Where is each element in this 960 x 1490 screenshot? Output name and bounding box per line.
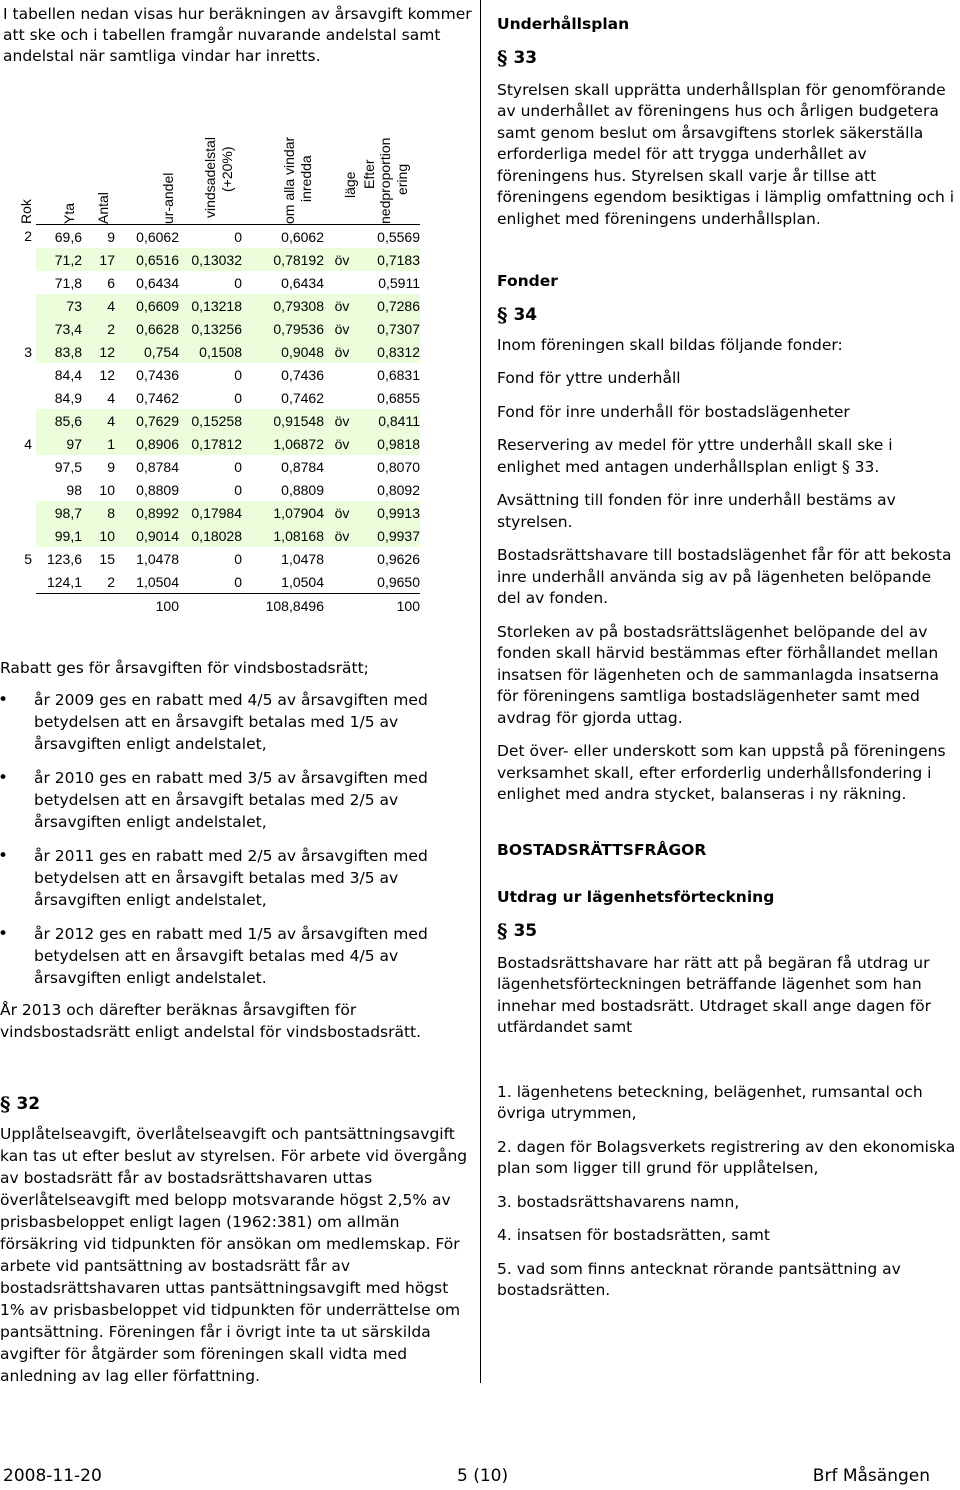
cell-lage (324, 271, 360, 294)
cell-yta: 97 (36, 432, 82, 455)
table-row (0, 340, 420, 363)
cell-antal: 4 (82, 409, 115, 432)
cell-lage: öv (324, 340, 360, 363)
cell-vindsandelstal: 0 (179, 570, 242, 594)
cell-efter: 0,8070 (377, 458, 420, 475)
list-item: 1. lägenhetens beteckning, belägenhet, rumsantal och övriga utrymmen, (497, 1082, 923, 1122)
cell-yta: 99,1 (36, 524, 82, 547)
cell-efter: 0,6855 (377, 389, 420, 406)
cell-efter: 0,6831 (377, 366, 420, 383)
cell-rok (0, 386, 36, 409)
cell-om-alla-vindar: 0,78192 (242, 248, 324, 271)
cell-lage: öv (324, 409, 360, 432)
cell-om-alla-vindar: 0,8809 (281, 481, 324, 498)
fonder-intro: Inom föreningen skall bildas följande fonder: (497, 335, 843, 354)
cell-rok: 3 (24, 343, 32, 360)
list-item: • år 2010 ges en rabatt med 3/5 av årsavgiften med betydelsen att en årsavgift betalas med 2/5 av årsavgiften enligt andelstalet, (0, 767, 470, 833)
cell-antal: 12 (99, 366, 115, 383)
rabatt-section (0, 657, 470, 1043)
reservering-text: Reservering av medel för yttre underhåll skall ske i enlighet med antagen underhållsplan enligt § 33. (497, 436, 893, 476)
section-number: 35 (513, 920, 538, 941)
cell-yta: 83,8 (36, 340, 82, 363)
cell-ur-andel: 0,6062 (115, 225, 179, 249)
header-ur-andel: ur-andel (160, 172, 176, 224)
cell-rok (0, 363, 36, 386)
header-yta: Yta (61, 202, 77, 224)
table-row (0, 225, 420, 249)
overskott-text: Det över- eller underskott som kan uppstå på föreningens verksamhet skall, efter erforderlig underhållsfondering i enlighet med andra stycket, balanseras i ny räkning. (497, 742, 946, 803)
cell-ur-andel: 1,0504 (115, 570, 179, 594)
fee-table-body (0, 225, 420, 618)
cell-lage (324, 478, 360, 501)
cell-vindsandelstal: 0,17812 (179, 432, 242, 455)
cell-rok (0, 294, 36, 317)
cell-ur-andel: 0,754 (115, 340, 179, 363)
header-plus20: (+20%) (219, 146, 235, 192)
empty-cell (324, 594, 360, 618)
cell-om-alla-vindar: 1,07904 (242, 501, 324, 524)
rabatt-lead: Rabatt ges för årsavgiften för vindsbostadsrätt; (0, 659, 369, 677)
cell-yta: 124,1 (36, 570, 82, 594)
empty-cell (36, 594, 82, 618)
right-column (497, 14, 957, 1302)
cell-lage (324, 386, 360, 409)
cell-rok: 2 (24, 228, 32, 245)
cell-rok: 5 (24, 550, 32, 567)
cell-ur-andel: 0,7629 (115, 409, 179, 432)
total-ur: 100 (155, 597, 179, 614)
cell-efter: 0,9913 (360, 501, 420, 524)
cell-efter: 0,7286 (360, 294, 420, 317)
list-item: 3. bostadsrättshavarens namn, (497, 1192, 740, 1211)
total-alla: 108,8496 (265, 597, 324, 614)
left-column (3, 4, 473, 67)
cell-antal: 2 (82, 570, 115, 594)
section-35-heading (497, 919, 957, 943)
cell-vindsandelstal: 0,13218 (179, 294, 242, 317)
cell-om-alla-vindar: 0,8784 (281, 458, 324, 475)
cell-om-alla-vindar: 0,91548 (242, 409, 324, 432)
cell-efter: 0,5911 (378, 274, 420, 291)
section-32 (0, 1093, 470, 1387)
cell-om-alla-vindar: 0,79536 (242, 317, 324, 340)
list-item: • år 2009 ges en rabatt med 4/5 av årsavgiften med betydelsen att en årsavgift betalas med 1/5 av årsavgiften enligt andelstalet, (0, 689, 470, 755)
footer-org-name: Brf Måsängen (812, 1466, 930, 1486)
cell-rok (0, 524, 36, 547)
intro-text: I tabellen nedan visas hur beräkningen av årsavgift kommer att ske och i tabellen framgår nuvarande andelstal samt andelstal när samtliga vindar har inretts. (3, 5, 472, 65)
table-header (0, 96, 470, 224)
section-32-heading (0, 1093, 470, 1115)
fee-table (0, 224, 420, 617)
cell-rok (0, 271, 36, 294)
cell-vindsandelstal: 0 (234, 550, 242, 567)
list-item: 4. insatsen för bostadsrätten, samt (497, 1226, 770, 1244)
cell-ur-andel: 0,8809 (136, 481, 179, 498)
cell-vindsandelstal: 0,1508 (179, 340, 242, 363)
header-ering: ering (394, 163, 410, 195)
table-row (0, 501, 420, 524)
cell-rok: 4 (24, 435, 32, 452)
cell-om-alla-vindar: 0,6062 (242, 225, 324, 249)
cell-vindsandelstal: 0 (234, 366, 242, 383)
totals-row (0, 594, 420, 618)
cell-rok (0, 478, 36, 501)
cell-yta: 97,5 (54, 458, 82, 475)
cell-antal: 4 (107, 389, 115, 406)
table-row (0, 294, 420, 317)
cell-efter: 0,8411 (360, 409, 420, 432)
cell-vindsandelstal: 0 (234, 481, 242, 498)
cell-ur-andel: 0,8992 (115, 501, 179, 524)
cell-yta: 85,6 (36, 409, 82, 432)
section-symbol: § (497, 45, 508, 70)
cell-yta: 71,2 (36, 248, 82, 271)
table-row (0, 432, 420, 455)
cell-efter: 0,7307 (360, 317, 420, 340)
heading-bostadsrattsfragor: BOSTADSRÄTTSFRÅGOR (497, 840, 707, 859)
header-om-alla-vindar: om alla vindar (281, 136, 297, 224)
table-row (0, 478, 420, 501)
cell-efter: 0,9937 (360, 524, 420, 547)
cell-antal: 10 (99, 481, 115, 498)
cell-vindsandelstal: 0,18028 (179, 524, 242, 547)
table-row (0, 455, 420, 478)
avsattning-text: Avsättning till fonden för inre underhåll bestäms av styrelsen. (497, 491, 896, 531)
section-33-heading (497, 46, 957, 70)
cell-ur-andel: 0,9014 (115, 524, 179, 547)
cell-ur-andel: 0,7436 (136, 366, 179, 383)
cell-lage: öv (324, 524, 360, 547)
cell-vindsandelstal: 0,17984 (179, 501, 242, 524)
cell-om-alla-vindar: 1,08168 (242, 524, 324, 547)
cell-ur-andel: 1,0478 (136, 550, 179, 567)
empty-cell (82, 594, 115, 618)
list-item: 2. dagen för Bolagsverkets registrering av den ekonomiska plan som ligger till grund för upplåtelsen, (497, 1137, 956, 1177)
cell-rok (0, 570, 36, 594)
fond-yttre: Fond för yttre underhåll (497, 369, 681, 387)
cell-ur-andel: 0,8906 (115, 432, 179, 455)
section-34-heading (497, 303, 957, 327)
total-efter: 100 (396, 597, 420, 614)
cell-yta: 98,7 (36, 501, 82, 524)
section-symbol: § (497, 918, 508, 943)
header-lage: läge (342, 171, 358, 198)
rabatt-tail: År 2013 och därefter beräknas årsavgiften för vindsbostadsrätt enligt andelstal för vindsbostadsrätt. (0, 1001, 422, 1041)
header-rok: Rok (18, 199, 34, 224)
table-row (0, 386, 420, 409)
storleken-text: Storleken av på bostadsrättslägenhet belöpande del av fonden skall härvid bestämmas efter förhållandet mellan insatsen för lägenheten och de sammanlagda insatserna för föreningens samtliga bostadslägenheter samt med avdrag för gjorda uttag. (497, 622, 939, 727)
cell-yta: 84,9 (54, 389, 82, 406)
cell-lage (324, 455, 360, 478)
fee-table-wrap (0, 96, 470, 617)
header-inredda: inredda (298, 155, 314, 202)
heading-underhallsplan: Underhållsplan (497, 15, 630, 33)
cell-lage: öv (324, 294, 360, 317)
cell-lage: öv (324, 501, 360, 524)
cell-lage: öv (324, 317, 360, 340)
section-35-text: Bostadsrättshavare har rätt att på begäran få utdrag ur lägenhetsförteckningen beträffande lägenhet som han innehar med bostadsrätt. Utdraget skall ange dagen för utfärdandet samt (497, 953, 932, 1036)
cell-antal: 9 (82, 225, 115, 249)
rabatt-list (0, 689, 470, 989)
cell-antal: 4 (82, 294, 115, 317)
column-divider (480, 0, 481, 1383)
header-antal: Antal (95, 192, 111, 224)
cell-antal: 1 (82, 432, 115, 455)
table-row (0, 570, 420, 594)
section-number: 32 (16, 1094, 41, 1114)
cell-vindsandelstal: 0,13032 (179, 248, 242, 271)
cell-antal: 6 (107, 274, 115, 291)
cell-yta: 71,8 (54, 274, 82, 291)
cell-lage: öv (324, 432, 360, 455)
cell-efter: 0,8092 (377, 481, 420, 498)
cell-yta: 69,6 (36, 225, 82, 249)
cell-antal: 15 (99, 550, 115, 567)
cell-om-alla-vindar: 1,0478 (281, 550, 324, 567)
cell-yta: 73 (36, 294, 82, 317)
cell-ur-andel: 0,6628 (115, 317, 179, 340)
list-item: 5. vad som finns antecknat rörande pantsättning av bostadsrätten. (497, 1259, 901, 1299)
heading-utdrag: Utdrag ur lägenhetsförteckning (497, 888, 775, 906)
cell-efter: 0,8312 (360, 340, 420, 363)
section-number: 33 (513, 47, 538, 68)
table-row (0, 317, 420, 340)
cell-om-alla-vindar: 0,6434 (281, 274, 324, 291)
cell-rok (0, 248, 36, 271)
list-item: • år 2012 ges en rabatt med 1/5 av årsavgiften med betydelsen att en årsavgift betalas med 4/5 av årsavgiften enligt andelstalet. (0, 923, 470, 989)
table-row (0, 524, 420, 547)
cell-lage (324, 225, 360, 249)
cell-vindsandelstal: 0 (234, 458, 242, 475)
header-vindsadelstal: vindsadelstal (202, 137, 218, 218)
section-33-text: Styrelsen skall upprätta underhållsplan för genomförande av underhållet av föreningens hus och årligen budgetera samt genom beslut om årsavgiftens storlek säkerställa erforderliga medel för att trygga underhållet av föreningens hus. Styrelsen skall varje år tillse att föreningens egendom besiktigas i lämplig omfattning och i enlighet med föreningens underhållsplan. (497, 80, 955, 228)
cell-efter: 0,7183 (360, 248, 420, 271)
cell-vindsandelstal: 0,15258 (179, 409, 242, 432)
heading-fonder: Fonder (497, 272, 558, 290)
cell-rok (0, 317, 36, 340)
table-row (0, 271, 420, 294)
cell-rok (0, 501, 36, 524)
cell-ur-andel: 0,8784 (136, 458, 179, 475)
cell-om-alla-vindar: 0,79308 (242, 294, 324, 317)
section-symbol: § (497, 302, 508, 327)
cell-antal: 17 (82, 248, 115, 271)
cell-efter: 0,9626 (377, 550, 420, 567)
section-32-text: Upplåtelseavgift, överlåtelseavgift och pantsättningsavgift kan tas ut efter beslut av styrelsen. För arbete vid övergång av bostadsrätt får av bostadsrättshavaren uttas överlåtelseavgift med belopp motsvarande högst 2,5% av prisbasbeloppet enligt lagen (1962:381) om allmän försäkring vid tidpunkten för ansökan om medlemskap. För arbete vid pantsättning av bostadsrätt får av bostadsrättshavaren uttas pantsättningsavgift med högst 1% av prisbasbeloppet vid tidpunkten för underrättelse om pantsättning. Föreningen får i övrigt inte ta ut särskilda avgifter för åtgärder som föreningen skall vidta med anledning av lag eller författning. (0, 1125, 468, 1385)
section-number: 34 (513, 304, 538, 325)
cell-antal: 12 (82, 340, 115, 363)
footer-date: 2008-11-20 (3, 1466, 102, 1486)
table-row (0, 409, 420, 432)
cell-efter: 0,9650 (360, 570, 420, 594)
table-row (0, 547, 420, 570)
cell-vindsandelstal: 0 (234, 389, 242, 406)
cell-yta: 84,4 (54, 366, 82, 383)
bekosta-text: Bostadsrättshavare till bostadslägenhet får för att bekosta inre underhåll använda sig av på lägenheten belöpande del av fonden. (497, 546, 952, 607)
cell-vindsandelstal: 0 (234, 274, 242, 291)
cell-lage (324, 363, 360, 386)
header-nedproportion: nedproportion (377, 137, 393, 224)
section-symbol: § (0, 1092, 11, 1116)
cell-lage (324, 570, 360, 594)
cell-ur-andel: 0,6516 (115, 248, 179, 271)
cell-ur-andel: 0,6609 (115, 294, 179, 317)
cell-antal: 10 (82, 524, 115, 547)
cell-yta: 73,4 (36, 317, 82, 340)
empty-cell (0, 594, 36, 618)
cell-rok (0, 409, 36, 432)
cell-efter: 0,9818 (360, 432, 420, 455)
table-row (0, 248, 420, 271)
header-efter: Efter (361, 159, 377, 189)
cell-om-alla-vindar: 0,7462 (281, 389, 324, 406)
fond-inre: Fond för inre underhåll för bostadslägenheter (497, 402, 850, 421)
cell-yta: 123,6 (46, 550, 82, 567)
cell-om-alla-vindar: 1,0504 (242, 570, 324, 594)
table-row (0, 363, 420, 386)
empty-cell (179, 594, 242, 618)
cell-om-alla-vindar: 1,06872 (242, 432, 324, 455)
cell-om-alla-vindar: 0,9048 (242, 340, 324, 363)
cell-vindsandelstal: 0,13256 (179, 317, 242, 340)
cell-vindsandelstal: 0 (179, 225, 242, 249)
cell-antal: 8 (82, 501, 115, 524)
cell-efter: 0,5569 (360, 225, 420, 249)
cell-ur-andel: 0,6434 (136, 274, 179, 291)
cell-rok (0, 455, 36, 478)
cell-antal: 2 (82, 317, 115, 340)
cell-antal: 9 (107, 458, 115, 475)
cell-ur-andel: 0,7462 (136, 389, 179, 406)
cell-lage: öv (324, 248, 360, 271)
cell-yta: 98 (66, 481, 82, 498)
footer-page-number: 5 (10) (457, 1466, 509, 1486)
cell-lage (324, 547, 360, 570)
cell-om-alla-vindar: 0,7436 (281, 366, 324, 383)
list-item: • år 2011 ges en rabatt med 2/5 av årsavgiften med betydelsen att en årsavgift betalas med 3/5 av årsavgiften enligt andelstalet, (0, 845, 470, 911)
